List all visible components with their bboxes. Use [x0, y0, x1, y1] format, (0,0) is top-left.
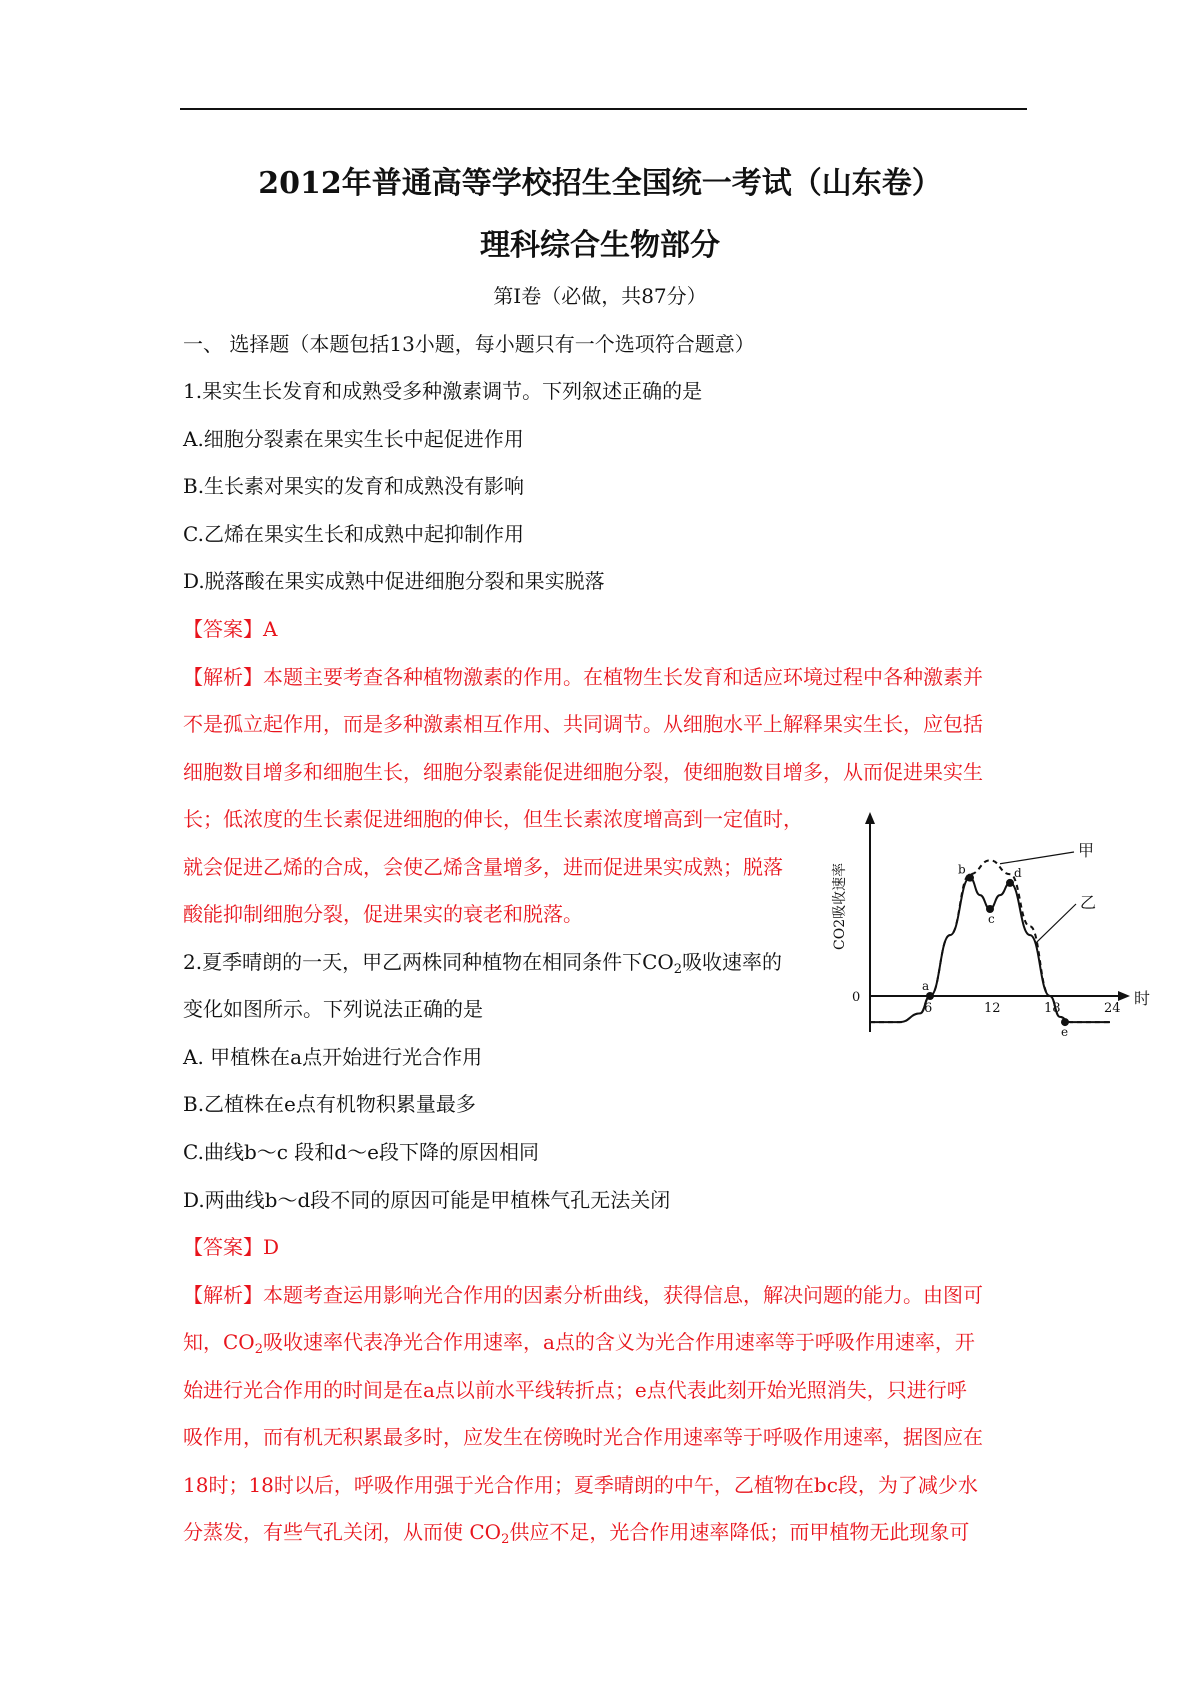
- q2-analysis-line: 始进行光合作用的时间是在a点以前水平线转折点；e点代表此刻开始光照消失，只进行呼: [183, 1378, 967, 1402]
- point-d: [1006, 879, 1014, 887]
- point-label-a: a: [922, 979, 930, 993]
- q1-analysis-line: 就会促进乙烯的合成，会使乙烯含量增多，进而促进果实成熟；脱落: [183, 855, 783, 879]
- point-label-d: d: [1014, 865, 1022, 880]
- x-tick-label: 18: [1044, 1001, 1061, 1016]
- point-label-b: b: [958, 862, 966, 877]
- q2-answer: 【答案】D: [183, 1235, 280, 1259]
- q1-analysis-line: 【解析】本题主要考查各种植物激素的作用。在植物生长发育和适应环境过程中各种激素并: [183, 665, 983, 689]
- q2-option-d: D.两曲线b～d段不同的原因可能是甲植株气孔无法关闭: [183, 1188, 671, 1212]
- q2-analysis-line: 【解析】本题考查运用影响光合作用的因素分析曲线，获得信息，解决问题的能力。由图可: [183, 1283, 983, 1307]
- q2-analysis-line: 18时；18时以后，呼吸作用强于光合作用；夏季晴朗的中午，乙植物在bc段，为了减少水: [183, 1473, 978, 1497]
- point-b: [966, 874, 974, 882]
- q1-analysis-line: 细胞数目增多和细胞生长，细胞分裂素能促进细胞分裂，使细胞数目增多，从而促进果实生: [183, 760, 983, 784]
- series-leader-line: [1000, 852, 1074, 864]
- y-axis-arrow: [865, 812, 875, 824]
- series-leader-line: [1035, 904, 1076, 944]
- page-subtitle: 理科综合生物部分: [480, 228, 720, 263]
- y-axis-label: CO2吸收速率: [832, 862, 848, 950]
- q1-option-d: D.脱落酸在果实成熟中促进细胞分裂和果实脱落: [183, 569, 605, 593]
- q2-option-c: C.曲线b～c 段和d～e段下降的原因相同: [183, 1140, 539, 1164]
- q2-stem: 2.夏季晴朗的一天，甲乙两株同种植物在相同条件下$CO_2$吸收速率的: [183, 950, 783, 977]
- q1-analysis-line: 不是孤立起作用，而是多种激素相互作用、共同调节。从细胞水平上解释果实生长，应包括: [183, 712, 983, 736]
- q2-option-b: B.乙植株在e点有机物积累量最多: [183, 1092, 476, 1116]
- x-tick-label: 12: [984, 1001, 1001, 1016]
- q1-option-c: C.乙烯在果实生长和成熟中起抑制作用: [183, 522, 524, 546]
- point-a: [926, 992, 934, 1000]
- q1-stem: 1.果实生长发育和成熟受多种激素调节。下列叙述正确的是: [183, 379, 703, 403]
- point-label-c: c: [988, 912, 995, 926]
- top-rule: [180, 108, 1027, 110]
- x-tick-label: 24: [1104, 1001, 1121, 1016]
- q2-analysis-line: 知，$CO_2$吸收速率代表净光合作用速率，a点的含义为光合作用速率等于呼吸作用速率，开: [183, 1330, 975, 1357]
- q2-analysis-line: 分蒸发，有些气孔关闭，从而使 $CO_2$供应不足，光合作用速率降低；而甲植物无此现象可: [183, 1520, 970, 1547]
- q2-option-a: A. 甲植株在a点开始进行光合作用: [183, 1045, 483, 1069]
- series-label: 乙: [1080, 893, 1097, 912]
- x-axis-label: 时: [1134, 989, 1150, 1008]
- q1-analysis-line: 长；低浓度的生长素促进细胞的伸长，但生长素浓度增高到一定值时，: [183, 807, 803, 831]
- section-heading: 一、 选择题（本题包括13小题，每小题只有一个选项符合题意）: [183, 332, 755, 356]
- series-label: 甲: [1078, 841, 1095, 860]
- q2-analysis-line: 吸作用，而有机无积累最多时，应发生在傍晚时光合作用速率等于呼吸作用速率，据图应在: [183, 1425, 983, 1449]
- q1-analysis-line: 酸能抑制细胞分裂，促进果实的衰老和脱落。: [183, 902, 583, 926]
- q1-answer: 【答案】A: [183, 617, 278, 641]
- series-line-甲: [870, 860, 1110, 1022]
- x-axis-arrow: [1118, 991, 1130, 1001]
- q1-option-b: B.生长素对果实的发育和成熟没有影响: [183, 474, 525, 498]
- x-tick-label: 6: [924, 1001, 933, 1016]
- q2-stem-line2: 变化如图所示。下列说法正确的是: [183, 997, 483, 1021]
- co2-absorption-chart: [828, 810, 1150, 1042]
- x-tick-label: 0: [852, 990, 861, 1005]
- point-label-e: e: [1061, 1025, 1069, 1040]
- volume-heading: 第Ⅰ卷（必做，共87分）: [493, 284, 707, 308]
- page-title: 2012年普通高等学校招生全国统一考试（山东卷）: [258, 166, 942, 201]
- q1-option-a: A.细胞分裂素在果实生长中起促进作用: [183, 427, 524, 451]
